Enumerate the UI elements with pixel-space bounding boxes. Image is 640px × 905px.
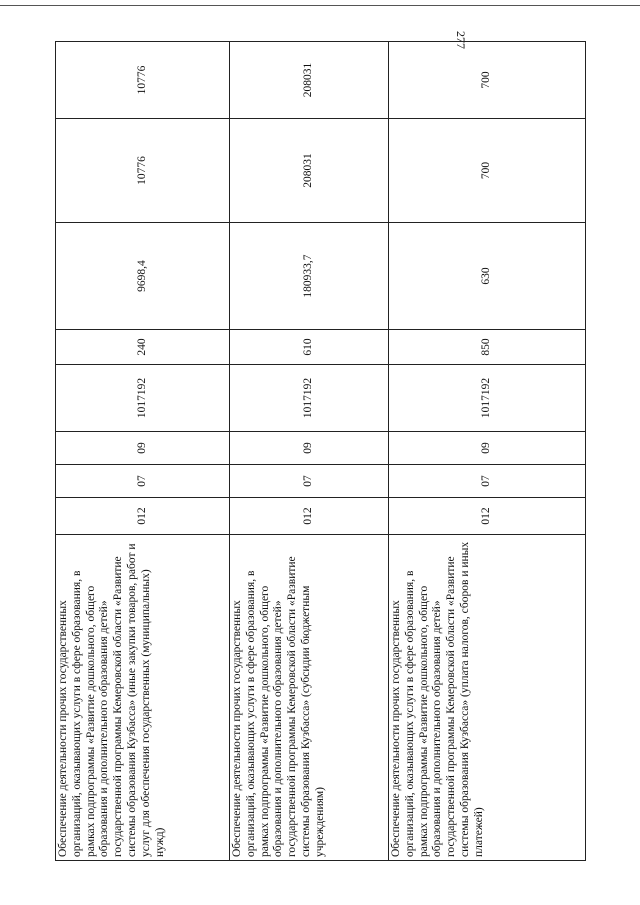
amount-year-2: 700	[389, 119, 586, 223]
section-code: 07	[56, 465, 230, 498]
amount-year-1: 9698,4	[56, 223, 230, 330]
target-article-code: 1017192	[389, 365, 586, 432]
table-row	[56, 42, 230, 861]
expense-type-code: 850	[389, 330, 586, 365]
page-number: 277	[454, 31, 468, 49]
amount-year-2: 10776	[56, 119, 230, 223]
rotated-page	[55, 42, 585, 861]
row-description: Обеспечение деятельности прочих государственных организаций, оказывающих услуги в сфере образования, в рамках подпрограммы «Развитие дошкольного, общего образования и дополнительного образования детей» государственной программы Кемеровской области «Развитие системы образования Кузбасса» (субсидии бюджетным учреждениям)	[230, 535, 389, 861]
amount-year-2: 208031	[230, 119, 389, 223]
section-code: 07	[230, 465, 389, 498]
target-article-code: 1017192	[56, 365, 230, 432]
subsection-code: 09	[56, 432, 230, 465]
amount-year-3: 10776	[56, 42, 230, 119]
table-row	[389, 42, 586, 861]
amount-year-3: 700	[389, 42, 586, 119]
row-description: Обеспечение деятельности прочих государственных организаций, оказывающих услуги в сфере образования, в рамках подпрограммы «Развитие дошкольного, общего образования и дополнительного образования детей» государственной программы Кемеровской области «Развитие системы образования Кузбасса» (уплата налогов, сборов и иных платежей)	[389, 535, 586, 861]
ministry-code: 012	[230, 498, 389, 535]
amount-year-3: 208031	[230, 42, 389, 119]
expense-type-code: 240	[56, 330, 230, 365]
expense-type-code: 610	[230, 330, 389, 365]
subsection-code: 09	[230, 432, 389, 465]
amount-year-1: 630	[389, 223, 586, 330]
budget-table	[55, 41, 586, 861]
amount-year-1: 180933,7	[230, 223, 389, 330]
ministry-code: 012	[56, 498, 230, 535]
row-description: Обеспечение деятельности прочих государственных организаций, оказывающих услуги в сфере образования, в рамках подпрограммы «Развитие дошкольного, общего образования и дополнительного образования детей» государственной программы Кемеровской области «Развитие системы образования Кузбасса» (иные закупки товаров, работ и услуг для обеспечения государственных (муниципальных) нужд)	[56, 535, 230, 861]
subsection-code: 09	[389, 432, 586, 465]
target-article-code: 1017192	[230, 365, 389, 432]
ministry-code: 012	[389, 498, 586, 535]
table-row	[230, 42, 389, 861]
scan-top-edge	[0, 5, 640, 6]
section-code: 07	[389, 465, 586, 498]
